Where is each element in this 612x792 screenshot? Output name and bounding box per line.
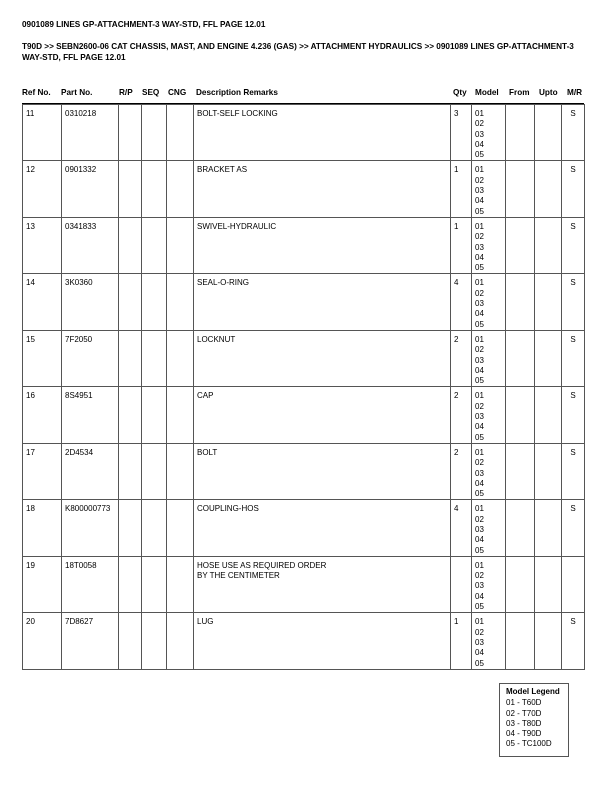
cng-cell — [167, 613, 194, 669]
model-code: 02 — [475, 288, 484, 298]
description-cell — [194, 217, 451, 273]
from-cell — [506, 330, 535, 386]
model-code: 01 — [475, 221, 484, 231]
cng-cell — [167, 387, 194, 443]
from-cell — [506, 443, 535, 499]
description-line: BOLT-SELF LOCKING — [197, 109, 278, 118]
model-code: 05 — [475, 489, 484, 499]
model-cell — [472, 217, 506, 273]
model-code: 04 — [475, 309, 484, 319]
model-cell — [472, 274, 506, 330]
model-code: 05 — [475, 150, 484, 160]
upto-cell — [535, 387, 562, 443]
upto-cell — [535, 330, 562, 386]
qty-cell: 4 — [451, 500, 472, 556]
col-header-upto: Upto — [539, 88, 558, 97]
mr-cell: S — [562, 330, 585, 386]
table-row — [23, 161, 585, 217]
col-header-mr: M/R — [567, 88, 583, 97]
parts-table-body — [23, 105, 585, 670]
col-header-ref: Ref No. — [22, 88, 51, 97]
part-no-cell: 7D8627 — [62, 613, 119, 669]
description-cell — [194, 387, 451, 443]
model-code: 04 — [475, 591, 484, 601]
table-row — [23, 105, 585, 161]
upto-cell — [535, 613, 562, 669]
model-legend-title: Model Legend — [506, 687, 560, 696]
model-code: 03 — [475, 355, 484, 365]
cng-cell — [167, 556, 194, 612]
part-no-cell: K800000773 — [62, 500, 119, 556]
seq-cell — [142, 161, 167, 217]
model-code: 05 — [475, 545, 484, 555]
model-code: 02 — [475, 175, 484, 185]
description-line: BOLT — [197, 447, 218, 457]
model-code: 02 — [475, 345, 484, 355]
table-row — [23, 613, 585, 669]
part-no-cell: 0310218 — [62, 105, 119, 161]
model-code: 04 — [475, 422, 484, 432]
upto-cell — [535, 500, 562, 556]
from-cell — [506, 613, 535, 669]
model-code: 02 — [475, 119, 484, 129]
part-no-cell: 18T0058 — [62, 556, 119, 612]
seq-cell — [142, 330, 167, 386]
qty-cell: 1 — [451, 161, 472, 217]
upto-cell — [535, 161, 562, 217]
qty-cell: 3 — [451, 105, 472, 161]
col-header-model: Model — [475, 88, 499, 97]
model-code: 04 — [475, 648, 484, 658]
description-cell — [194, 161, 451, 217]
part-no-cell: 0901332 — [62, 161, 119, 217]
col-header-part: Part No. — [61, 88, 93, 97]
description-line: LOCKNUT — [197, 334, 236, 344]
model-legend-item: 03 - T80D — [506, 718, 542, 728]
col-header-seq: SEQ — [142, 88, 160, 97]
upto-cell — [535, 217, 562, 273]
page-title: 0901089 LINES GP-ATTACHMENT-3 WAY-STD, FFL PAGE 12.01 — [22, 20, 266, 29]
model-code: 03 — [475, 581, 484, 591]
rp-cell — [119, 161, 142, 217]
model-cell — [472, 613, 506, 669]
model-cell — [472, 105, 506, 161]
model-code: 01 — [475, 278, 484, 288]
model-code: 01 — [475, 504, 484, 514]
ref-no-cell: 11 — [23, 105, 62, 161]
qty-cell: 2 — [451, 330, 472, 386]
model-code: 01 — [475, 334, 484, 344]
description-cell — [194, 443, 451, 499]
ref-no-cell: 12 — [23, 161, 62, 217]
mr-cell: S — [562, 161, 585, 217]
rp-cell — [119, 105, 142, 161]
part-no-cell: 0341833 — [62, 217, 119, 273]
description-line: BY THE CENTIMETER — [197, 571, 280, 581]
rp-cell — [119, 556, 142, 612]
qty-cell: 1 — [451, 613, 472, 669]
description-cell — [194, 274, 451, 330]
model-code: 05 — [475, 206, 484, 216]
mr-cell: S — [562, 105, 585, 161]
from-cell — [506, 556, 535, 612]
model-code: 05 — [475, 319, 484, 329]
from-cell — [506, 387, 535, 443]
seq-cell — [142, 274, 167, 330]
from-cell — [506, 161, 535, 217]
model-legend-item: 02 - T70D — [506, 708, 542, 718]
model-code: 02 — [475, 401, 484, 411]
model-cell — [472, 161, 506, 217]
table-header — [0, 88, 612, 100]
qty-cell — [451, 556, 472, 612]
breadcrumb: T90D >> SEBN2600-06 CAT CHASSIS, MAST, AND ENGINE 4.236 (GAS) >> ATTACHMENT HYDRAULICS >> 0901089 LINES GP-ATTACHMENT-3 WAY-STD, FFL PAGE 12.01 — [22, 42, 574, 62]
description-line: HOSE USE AS REQUIRED ORDER — [197, 560, 327, 570]
mr-cell: S — [562, 613, 585, 669]
from-cell — [506, 500, 535, 556]
qty-cell: 2 — [451, 387, 472, 443]
model-cell — [472, 556, 506, 612]
model-code: 05 — [475, 432, 484, 442]
mr-cell: S — [562, 274, 585, 330]
table-row — [23, 556, 585, 612]
from-cell — [506, 274, 535, 330]
description-line: COUPLING-HOS — [197, 504, 259, 514]
seq-cell — [142, 105, 167, 161]
cng-cell — [167, 274, 194, 330]
upto-cell — [535, 443, 562, 499]
col-header-rp: R/P — [119, 88, 133, 97]
seq-cell — [142, 387, 167, 443]
model-code: 03 — [475, 299, 484, 309]
model-code: 01 — [475, 391, 484, 401]
model-code: 01 — [475, 109, 484, 118]
model-cell — [472, 500, 506, 556]
description-cell — [194, 613, 451, 669]
model-legend-item: 01 - T60D — [506, 698, 542, 708]
description-cell — [194, 105, 451, 161]
description-line: CAP — [197, 391, 214, 401]
model-code: 04 — [475, 535, 484, 545]
part-no-cell: 8S4951 — [62, 387, 119, 443]
model-code: 02 — [475, 232, 484, 242]
model-code: 02 — [475, 627, 484, 637]
part-no-cell: 7F2050 — [62, 330, 119, 386]
mr-cell: S — [562, 500, 585, 556]
model-code: 02 — [475, 571, 484, 581]
model-code: 05 — [475, 658, 484, 668]
model-code: 01 — [475, 617, 484, 627]
model-legend-item: 05 - TC100D — [506, 739, 552, 749]
model-code: 04 — [475, 478, 484, 488]
model-code: 03 — [475, 186, 484, 196]
model-legend-item: 04 - T90D — [506, 729, 542, 739]
ref-no-cell: 19 — [23, 556, 62, 612]
table-row — [23, 443, 585, 499]
ref-no-cell: 17 — [23, 443, 62, 499]
cng-cell — [167, 330, 194, 386]
rp-cell — [119, 274, 142, 330]
rp-cell — [119, 443, 142, 499]
table-row — [23, 217, 585, 273]
ref-no-cell: 16 — [23, 387, 62, 443]
seq-cell — [142, 613, 167, 669]
seq-cell — [142, 500, 167, 556]
model-code: 05 — [475, 376, 484, 386]
part-no-cell: 2D4534 — [62, 443, 119, 499]
ref-no-cell: 14 — [23, 274, 62, 330]
model-code: 02 — [475, 514, 484, 524]
cng-cell — [167, 161, 194, 217]
model-code: 04 — [475, 196, 484, 206]
model-code: 05 — [475, 263, 484, 273]
from-cell — [506, 105, 535, 161]
seq-cell — [142, 556, 167, 612]
upto-cell — [535, 556, 562, 612]
seq-cell — [142, 217, 167, 273]
description-cell — [194, 500, 451, 556]
table-row — [23, 387, 585, 443]
mr-cell: S — [562, 387, 585, 443]
mr-cell: S — [562, 443, 585, 499]
col-header-from: From — [509, 88, 530, 97]
model-code: 04 — [475, 252, 484, 262]
model-code: 04 — [475, 139, 484, 149]
model-code: 01 — [475, 560, 484, 570]
ref-no-cell: 15 — [23, 330, 62, 386]
description-line: SEAL-O-RING — [197, 278, 250, 288]
model-code: 05 — [475, 602, 484, 612]
cng-cell — [167, 105, 194, 161]
model-code: 03 — [475, 242, 484, 252]
from-cell — [506, 217, 535, 273]
ref-no-cell: 18 — [23, 500, 62, 556]
cng-cell — [167, 217, 194, 273]
col-header-description: Description Remarks — [196, 88, 278, 97]
qty-cell: 2 — [451, 443, 472, 499]
model-code: 01 — [475, 165, 484, 175]
model-legend — [499, 683, 569, 757]
cng-cell — [167, 443, 194, 499]
model-code: 04 — [475, 365, 484, 375]
cng-cell — [167, 500, 194, 556]
ref-no-cell: 20 — [23, 613, 62, 669]
upto-cell — [535, 274, 562, 330]
description-cell — [194, 556, 451, 612]
rp-cell — [119, 500, 142, 556]
model-code: 03 — [475, 468, 484, 478]
description-line: SWIVEL-HYDRAULIC — [197, 221, 277, 231]
mr-cell — [562, 556, 585, 612]
col-header-qty: Qty — [453, 88, 467, 97]
model-cell — [472, 443, 506, 499]
model-code: 03 — [475, 637, 484, 647]
description-line: LUG — [197, 617, 214, 627]
rp-cell — [119, 387, 142, 443]
model-code: 03 — [475, 412, 484, 422]
seq-cell — [142, 443, 167, 499]
table-row — [23, 500, 585, 556]
rp-cell — [119, 330, 142, 386]
table-row — [23, 330, 585, 386]
description-cell — [194, 330, 451, 386]
col-header-cng: CNG — [168, 88, 187, 97]
rp-cell — [119, 217, 142, 273]
table-row — [23, 274, 585, 330]
rp-cell — [119, 613, 142, 669]
part-no-cell: 3K0360 — [62, 274, 119, 330]
model-code: 03 — [475, 524, 484, 534]
model-cell — [472, 330, 506, 386]
qty-cell: 1 — [451, 217, 472, 273]
parts-table — [22, 104, 585, 670]
model-cell — [472, 387, 506, 443]
description-line: BRACKET AS — [197, 165, 248, 175]
model-code: 02 — [475, 458, 484, 468]
model-code: 03 — [475, 129, 484, 139]
ref-no-cell: 13 — [23, 217, 62, 273]
model-code: 01 — [475, 447, 484, 457]
upto-cell — [535, 105, 562, 161]
mr-cell: S — [562, 217, 585, 273]
qty-cell: 4 — [451, 274, 472, 330]
